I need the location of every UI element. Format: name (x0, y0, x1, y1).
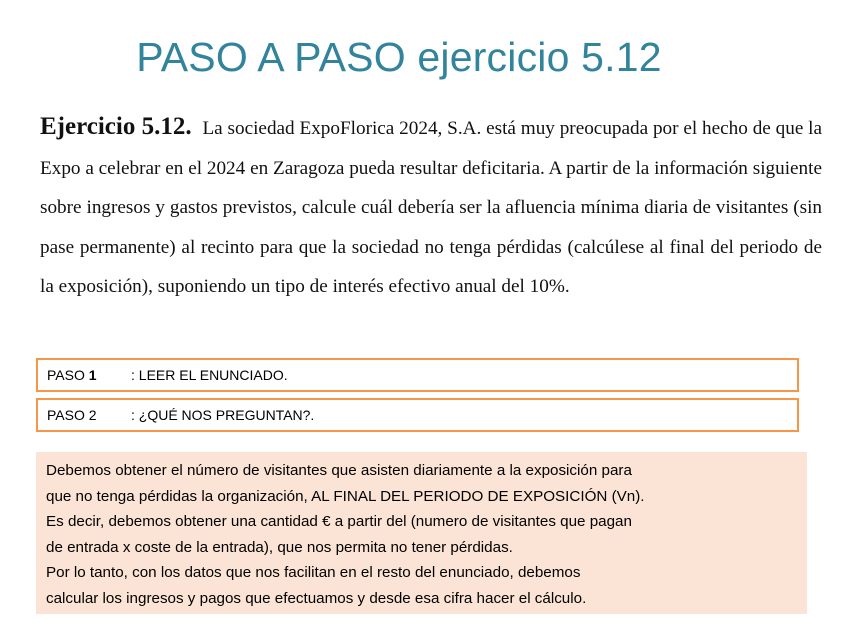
slide-title: PASO A PASO ejercicio 5.12 (136, 34, 662, 80)
step-1-prefix: PASO (47, 367, 85, 383)
answer-line: Por lo tanto, con los datos que nos facilitan en el resto del enunciado, debemos (46, 564, 581, 582)
answer-line: Debemos obtener el número de visitantes que asisten diariamente a la exposición para (46, 462, 632, 479)
step-2-number: 2 (88, 407, 97, 423)
exercise-text: La sociedad ExpoFlorica 2024, S.A. está muy preocupada por el hecho de que la Expo a celebrar en el 2024 en Zaragoza pueda resultar deficitaria. A partir de la información siguiente sobre ingresos y gastos previstos, calcule cuál debería ser la afluencia mínima diaria de visitantes (sin pase permanente) al recinto para que la sociedad no tenga pérdidas (calcúlese al final del periodo de la exposición), suponiendo un tipo de interés efectivo anual del 10%. (40, 118, 823, 298)
step-1-label (38, 367, 131, 383)
step-1-box (36, 358, 799, 392)
exercise-statement (40, 107, 822, 307)
step-2-prefix: PASO (47, 407, 85, 423)
step-1-text: : LEER EL ENUNCIADO. (131, 367, 288, 383)
step-2-box (36, 398, 799, 432)
answer-line: calcular los ingresos y pagos que efectuamos y desde esa cifra hacer el cálculo. (46, 589, 587, 607)
step-1-number: 1 (88, 367, 97, 383)
exercise-heading: Ejercicio 5.12. (40, 113, 192, 140)
step-2-label (38, 407, 131, 423)
answer-explanation-box (36, 452, 807, 614)
answer-line: Es decir, debemos obtener una cantidad € a partir del (numero de visitantes que pagan (46, 513, 632, 531)
answer-line: de entrada x coste de la entrada), que nos permita no tener pérdidas. (46, 538, 513, 556)
answer-line: que no tenga pérdidas la organización, AL FINAL DEL PERIODO DE EXPOSICIÓN (Vn). (46, 487, 645, 505)
step-2-text: : ¿QUÉ NOS PREGUNTAN?. (131, 407, 315, 423)
